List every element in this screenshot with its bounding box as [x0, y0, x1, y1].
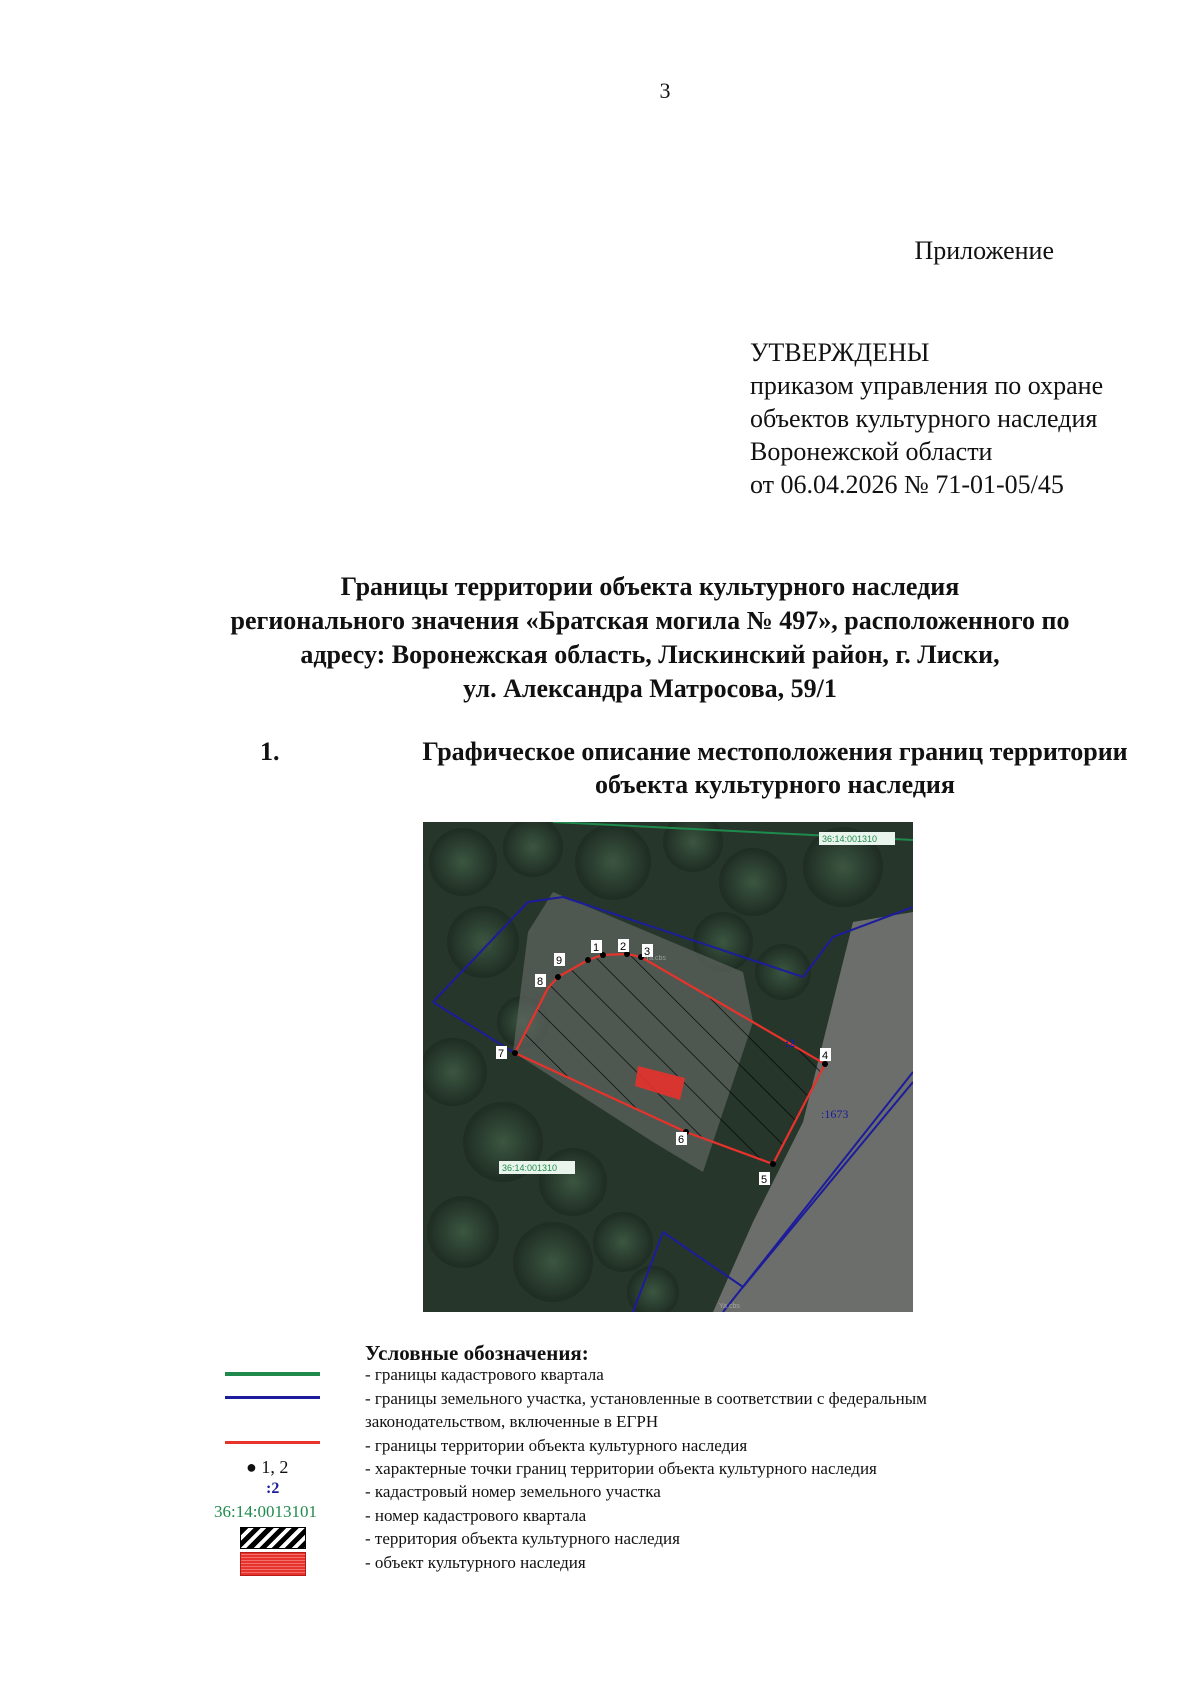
section-title-line: объекта культурного наследия [595, 770, 955, 799]
appendix-label: Приложение [914, 236, 1054, 265]
legend-text: - территория объекта культурного наследия [365, 1529, 680, 1548]
legend-text: - номер кадастрового квартала [365, 1506, 587, 1525]
point-label-2: 2 [620, 941, 627, 953]
point-label-3: 3 [644, 946, 651, 958]
plot-label-2: :2 [785, 1036, 795, 1050]
title-line: регионального значения «Братская могила № 497», расположенного по [230, 606, 1070, 635]
legend-text: законодательством, включенные в ЕГРН [365, 1412, 659, 1431]
section-title [335, 735, 1200, 801]
quarter-label: 36:14:001310 [502, 1163, 558, 1173]
approval-date-number: от 06.04.2026 № 71-01-05/45 [750, 470, 1064, 499]
section-number: 1. [260, 737, 280, 766]
legend-text: - характерные точки границ территории объекта культурного наследия [365, 1459, 877, 1478]
point-label-1: 1 [593, 942, 600, 954]
legend-symbol-quarter-line [225, 1372, 320, 1376]
point-label-5: 5 [761, 1174, 768, 1186]
legend-symbol-object-fill [240, 1552, 306, 1576]
point-label-9: 9 [556, 955, 563, 967]
approval-line: объектов культурного наследия [750, 404, 1098, 433]
document-title [150, 570, 1150, 706]
legend-text: - кадастровый номер земельного участка [365, 1482, 661, 1501]
faint-map-label: Ya.cbs [645, 955, 666, 962]
cadastral-map [423, 822, 913, 1312]
approval-block [750, 336, 1103, 501]
approval-line: Воронежской области [750, 437, 993, 466]
legend-text: - границы территории объекта культурного наследия [365, 1436, 748, 1455]
quarter-label: 36:14:001310 [822, 834, 878, 844]
legend-symbol-hatch [240, 1527, 306, 1549]
point-label-7: 7 [498, 1048, 505, 1060]
legend-text: - границы кадастрового квартала [365, 1365, 604, 1384]
point-label-4: 4 [822, 1050, 829, 1062]
title-line: Границы территории объекта культурного наследия [340, 572, 960, 601]
legend-symbol-quarter-number: 36:14:0013101 [214, 1502, 317, 1521]
section-title-line: Графическое описание местоположения границ территории [422, 737, 1128, 766]
page-number: 3 [659, 78, 671, 103]
point-label-8: 8 [537, 976, 544, 988]
legend-text: - границы земельного участка, установленные в соответствии с федеральным [365, 1389, 927, 1408]
legend-symbol-plot-number: :2 [266, 1480, 280, 1497]
approval-heading: УТВЕРЖДЕНЫ [750, 338, 930, 367]
legend-title: Условные обозначения: [365, 1341, 589, 1365]
title-line: адресу: Воронежская область, Лискинский район, г. Лиски, [300, 640, 1000, 669]
plot-label-1673: :1673 [821, 1107, 849, 1121]
legend-text: - объект культурного наследия [365, 1553, 586, 1572]
point-label-6: 6 [678, 1134, 685, 1146]
legend-symbol-heritage-line [225, 1441, 320, 1444]
faint-map-label: Ya.cbs [719, 1303, 740, 1310]
approval-line: приказом управления по охране [750, 371, 1104, 400]
legend-symbol-points: ● 1, 2 [246, 1457, 289, 1477]
legend-symbol-plot-line [225, 1396, 320, 1399]
title-line: ул. Александра Матросова, 59/1 [463, 674, 837, 703]
